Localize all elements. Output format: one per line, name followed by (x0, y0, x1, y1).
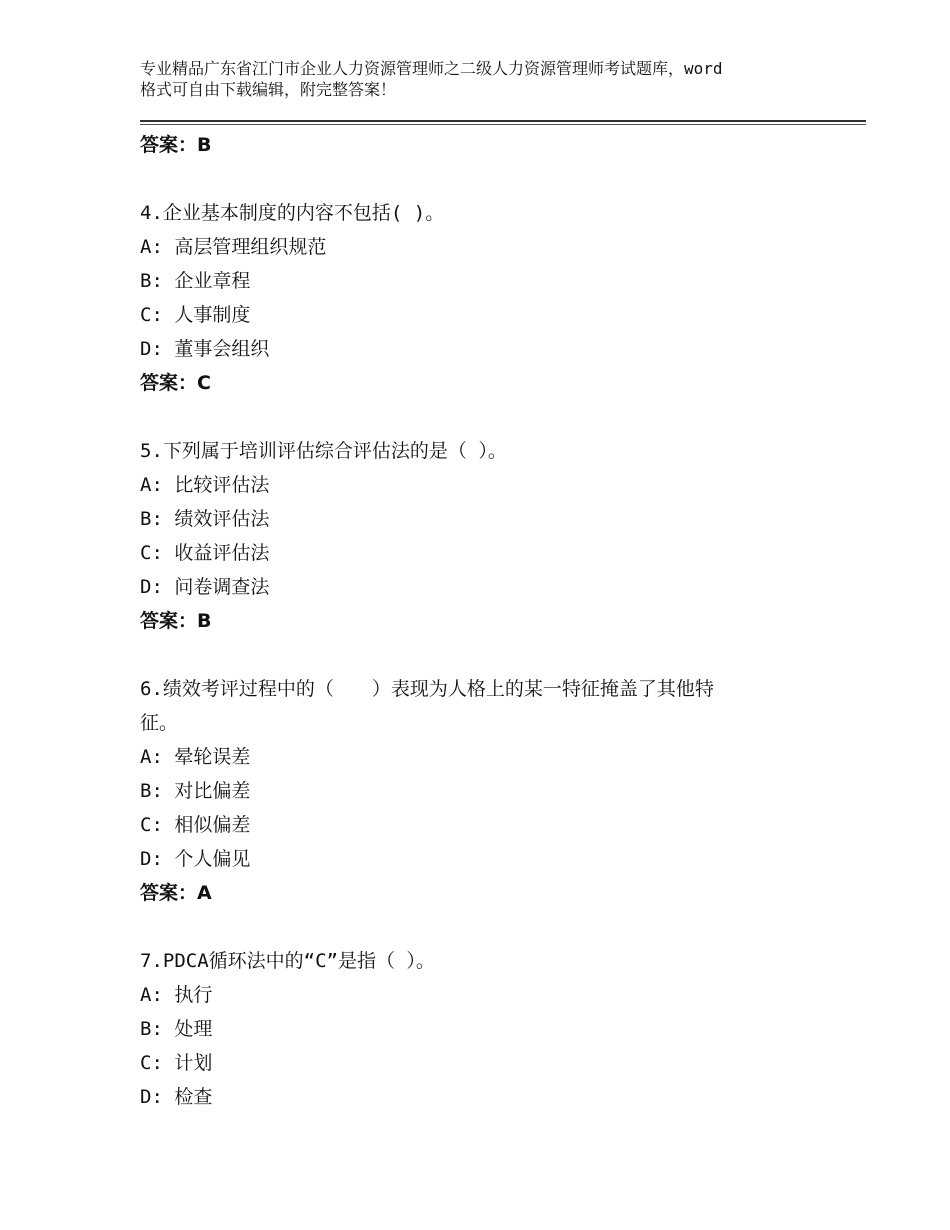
option-b: B: 处理 (140, 1018, 213, 1040)
option-c: C: 收益评估法 (140, 542, 270, 564)
answer: 答案：B (140, 610, 212, 632)
question-stem: 5.下列属于培训评估综合评估法的是（ ）。 (140, 440, 507, 462)
option-d: D: 个人偏见 (140, 848, 251, 870)
question-5 (140, 434, 840, 638)
question-stem: 4.企业基本制度的内容不包括( )。 (140, 202, 445, 224)
option-c: C: 相似偏差 (140, 814, 251, 836)
spacer (140, 910, 840, 944)
option-a: A: 高层管理组织规范 (140, 236, 327, 258)
spacer (140, 638, 840, 672)
option-a: A: 晕轮误差 (140, 746, 251, 768)
answer-q3: 答案：B (140, 134, 212, 156)
option-d: D: 检查 (140, 1086, 213, 1108)
header-divider-thick (140, 120, 866, 122)
option-d: D: 董事会组织 (140, 338, 270, 360)
option-c: C: 人事制度 (140, 304, 251, 326)
option-b: B: 绩效评估法 (140, 508, 270, 530)
document-header (140, 58, 840, 100)
spacer (140, 162, 840, 196)
option-b: B: 对比偏差 (140, 780, 251, 802)
option-b: B: 企业章程 (140, 270, 251, 292)
question-7 (140, 944, 840, 1114)
question-stem: 7.PDCA循环法中的“C”是指（ ）。 (140, 950, 435, 972)
header-divider-thin (140, 124, 866, 125)
answer: 答案：A (140, 882, 212, 904)
question-4 (140, 196, 840, 400)
spacer (140, 400, 840, 434)
question-stem: 6.绩效考评过程中的（ ）表现为人格上的某一特征掩盖了其他特 (140, 678, 714, 700)
option-c: C: 计划 (140, 1052, 213, 1074)
question-list (140, 128, 840, 1114)
option-a: A: 比较评估法 (140, 474, 270, 496)
question-stem-continued: 征。 (140, 712, 179, 734)
option-d: D: 问卷调查法 (140, 576, 270, 598)
header-line-1: 专业精品广东省江门市企业人力资源管理师之二级人力资源管理师考试题库，word (140, 59, 723, 78)
option-a: A: 执行 (140, 984, 213, 1006)
answer: 答案：C (140, 372, 211, 394)
question-6 (140, 672, 840, 910)
header-line-2: 格式可自由下载编辑，附完整答案！ (140, 80, 397, 99)
